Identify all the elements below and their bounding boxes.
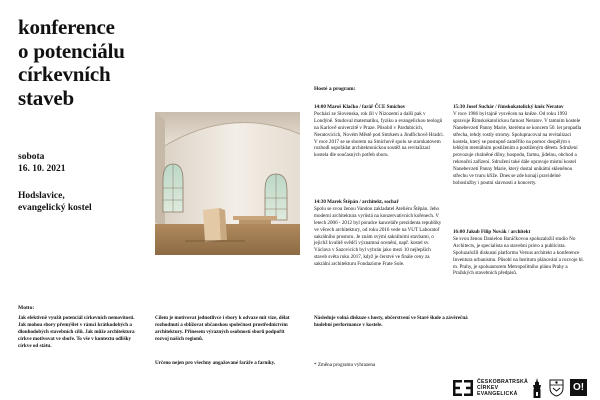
motto-text: Jak efektivně využít potenciál církevních nemovitostí. Jak mohou sbory přemýšlet v rámci krátkodobých a dlouhodobých stavebních cílů. Jak může architektura církve motivovat ve sboře. To vše v kontextu odlišky církve od státu. xyxy=(18,315,135,349)
page-title xyxy=(18,16,125,110)
event-day: sobota xyxy=(18,152,45,162)
speaker-bio: Se svou ženou Danielou Baráčkovou spoluzaložil studio No Architects, je specialista na stavební právo a publicista. Spoluzaložil diskusní platformu Versus architekt a konference Inventura urbanismu. Působí na Institutu plánování a rozvoje hl. m. Prahy, je spoluautorem Metropolitního plánu Prahy a Pražských stavebních předpisů. xyxy=(453,235,584,277)
speaker-title: 15:30 Josef Suchár / římskokatolický kněz Neratov xyxy=(453,104,564,110)
speaker-block xyxy=(314,199,444,268)
logo-line: ČESKOBRATRSKÁ xyxy=(477,379,529,385)
title-line: konference xyxy=(18,15,115,39)
title-line: staveb xyxy=(18,85,74,110)
event-date xyxy=(18,151,66,175)
venue-line: evangelický kostel xyxy=(18,203,92,213)
church-interior-photo xyxy=(155,112,300,255)
municipal-crest-icon xyxy=(549,379,564,397)
ecce-logo-text xyxy=(477,380,528,397)
venue-line: Hodslavice, xyxy=(18,191,65,201)
discussion-text: Následuje volná diskuze s hosty, občerstvení ve Staré škole a závěrečná hudební performance v kostele. xyxy=(314,315,468,328)
event-venue xyxy=(18,190,92,214)
goal-text: Cílem je motivovat jednotlivce i sbory k odvaze mít vize, dělat rozhodnutí a sblížovat občanskou společnost prostřednictvím architektury. Přinesem výrazných osobností sborů podpořit rozvoj našich regionů. xyxy=(155,315,290,342)
church-interior-illustration xyxy=(155,112,300,255)
program-footnote: * Změna programu vyhrazena xyxy=(314,362,376,368)
speaker-title: 16:00 Jakub Filip Novák / architekt xyxy=(453,229,531,235)
o-badge-logo: O! xyxy=(570,379,587,396)
ecce-chalice-logo-icon xyxy=(453,380,479,396)
title-line: církevních xyxy=(18,62,111,86)
program-heading: Hosté a program: xyxy=(314,86,356,92)
motto-heading: Motto: xyxy=(18,305,35,311)
speaker-bio: V roce 1986 byl tajně vysvěcen na kněze. Od roku 1993 spravuje Římskokatolickou farnost Neratov. V tamním kostele Nanebevzetí Panny Marie, kterému se koncem 50. let propadla střecha, tehdy rostly stromy. Spolupracoval na revitalizaci kostela, který se postupně zaměřilo na pomoc dospělým s lehkým mentálním postižením a postiženým dětem. Sdružení provozuje chráněné dílny, hospodu, farmu, jídelnu, obchod a rekreační zařízení. Sdružení také dále opravuje místní kostel Nanebevzetí Panny Marie, který dostal unikátní skleněnou střechu ve tvaru kříže. Dnes se zde konají pravidelné bohoslužby i poutní slavnosti a koncerty. xyxy=(453,110,582,186)
speaker-block xyxy=(453,104,585,187)
speaker-bio: Pochází ze Slovenska, rok žil v Nizozemí a další pak v Londýně. Studoval matematiku, fyziku a evangelickou teologii na Karlově univerzitě v Praze. Působil v Pardubicích, Neratovicích, Novém Městě pod Smrkem a Jindřichově Hradci. V roce 2017 se se sborem na Smíchově spolu se starokatovem rozhodl uspořádat architektonickou soutěž na revitalizaci kostela dle současných potřeb sboru. xyxy=(314,110,444,159)
church-tower-icon xyxy=(531,378,543,398)
event-date-value: 16. 10. 2021 xyxy=(18,164,66,174)
title-line: o potenciálu xyxy=(18,38,125,63)
speaker-title: 14:30 Marek Štěpán / architekt, sochař xyxy=(314,199,399,205)
logo-line: EVANGELICKÁ xyxy=(477,390,518,397)
speaker-bio: Spolu se svou ženou Vandou zakladatel Ateliéru Štěpán. Jeho moderní architektura vyrůstá na konzervativních kořenech. V letech 2006 - 2012 byl poradce kanceláře prezidenta republiky ve věcech architektury, od roku 2016 vede na VUT Laboratoř sakrálního prostoru. Je znám svými sakrálními stavbami, o jejichž kvalitě svědčí významná ocenění, např. kostel sv. Václava v Sazovicích byl vybrán jako mezi 10 nejlepších staveb světa roku 2017, když je čerstvé ve finále ceny za sakrální architekturu Fondazione Frate Sole. xyxy=(314,205,442,268)
speaker-block xyxy=(314,104,444,159)
audience-text: Určeno nejen pro všechny angažované faráře a farníky. xyxy=(155,360,276,366)
logo-line: CÍRKEV xyxy=(477,384,499,391)
speaker-title: 14:00 Maroš Klačko / farář ČCE Smíchov xyxy=(314,104,406,110)
speaker-block xyxy=(453,229,585,277)
